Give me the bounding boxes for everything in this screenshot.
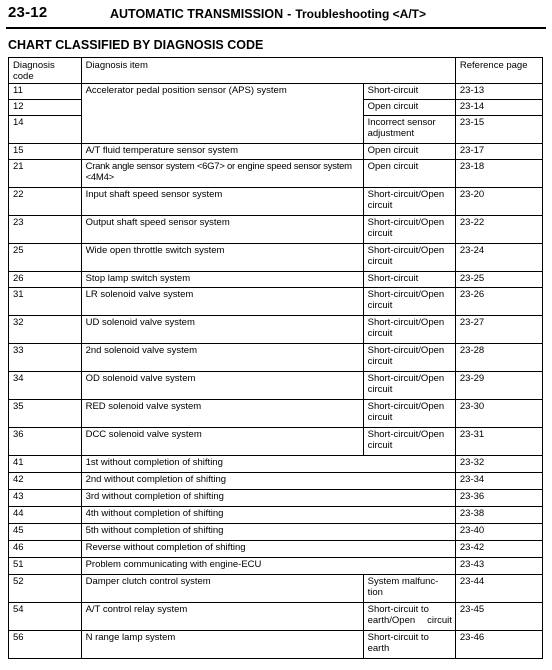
reference-page: 23-22 xyxy=(455,216,542,244)
failure-cause: Short-circuit to earth/Open circuit xyxy=(363,603,455,631)
reference-page: 23-15 xyxy=(455,116,542,144)
diagnosis-code: 42 xyxy=(9,473,82,490)
diagnosis-item: Reverse without completion of shifting xyxy=(81,541,455,558)
diagnosis-code-table xyxy=(8,57,543,659)
reference-page: 23-28 xyxy=(455,344,542,372)
reference-page: 23-20 xyxy=(455,188,542,216)
diagnosis-code: 46 xyxy=(9,541,82,558)
reference-page: 23-45 xyxy=(455,603,542,631)
diagnosis-item: UD solenoid valve system xyxy=(81,316,363,344)
header-reference-page: Reference page xyxy=(455,58,542,84)
reference-page: 23-25 xyxy=(455,272,542,288)
diagnosis-code: 25 xyxy=(9,244,82,272)
diagnosis-code: 54 xyxy=(9,603,82,631)
diagnosis-code: 43 xyxy=(9,490,82,507)
failure-cause: Short-circuit/Open circuit xyxy=(363,288,455,316)
reference-page: 23-32 xyxy=(455,456,542,473)
failure-cause: Short-circuit/Open circuit xyxy=(363,216,455,244)
table-row xyxy=(9,631,543,659)
section-title xyxy=(110,7,426,21)
reference-page: 23-17 xyxy=(455,144,542,160)
diagnosis-item: 4th without completion of shifting xyxy=(81,507,455,524)
table-row xyxy=(9,288,543,316)
table-row xyxy=(9,244,543,272)
diagnosis-code: 26 xyxy=(9,272,82,288)
reference-page: 23-26 xyxy=(455,288,542,316)
table-row xyxy=(9,456,543,473)
diagnosis-item: Output shaft speed sensor system xyxy=(81,216,363,244)
page-header xyxy=(6,4,546,26)
diagnosis-code: 51 xyxy=(9,558,82,575)
reference-page: 23-40 xyxy=(455,524,542,541)
diagnosis-code: 32 xyxy=(9,316,82,344)
diagnosis-code: 14 xyxy=(9,116,82,144)
table-row xyxy=(9,188,543,216)
diagnosis-item: Input shaft speed sensor system xyxy=(81,188,363,216)
table-row xyxy=(9,575,543,603)
failure-cause: Open circuit xyxy=(363,160,455,188)
reference-page: 23-38 xyxy=(455,507,542,524)
reference-page: 23-46 xyxy=(455,631,542,659)
diagnosis-code: 22 xyxy=(9,188,82,216)
diagnosis-item: Crank angle sensor system <6G7> or engine speed sensor system <4M4> xyxy=(81,160,363,188)
table-row xyxy=(9,316,543,344)
failure-cause: Short-circuit/Open circuit xyxy=(363,344,455,372)
diagnosis-code: 35 xyxy=(9,400,82,428)
diagnosis-item: Damper clutch control system xyxy=(81,575,363,603)
reference-page: 23-18 xyxy=(455,160,542,188)
diagnosis-code: 33 xyxy=(9,344,82,372)
table-row xyxy=(9,84,543,100)
reference-page: 23-43 xyxy=(455,558,542,575)
failure-cause: Incorrect sensor adjustment xyxy=(363,116,455,144)
section-title-main: AUTOMATIC TRANSMISSION xyxy=(110,7,284,21)
diagnosis-item: DCC solenoid valve system xyxy=(81,428,363,456)
failure-cause: Short-circuit/Open circuit xyxy=(363,244,455,272)
reference-page: 23-24 xyxy=(455,244,542,272)
diagnosis-item: OD solenoid valve system xyxy=(81,372,363,400)
table-row xyxy=(9,400,543,428)
failure-cause: Short-circuit to earth xyxy=(363,631,455,659)
diagnosis-item: Accelerator pedal position sensor (APS) system xyxy=(81,84,363,144)
failure-cause: Short-circuit/Open circuit xyxy=(363,372,455,400)
table-row xyxy=(9,160,543,188)
header-diagnosis-item: Diagnosis item xyxy=(81,58,455,84)
failure-cause: Open circuit xyxy=(363,100,455,116)
header-diagnosis-code: Diagnosis code xyxy=(9,58,82,84)
diagnosis-item: A/T fluid temperature sensor system xyxy=(81,144,363,160)
diagnosis-code: 44 xyxy=(9,507,82,524)
table-row xyxy=(9,507,543,524)
header-rule xyxy=(6,27,546,29)
table-row xyxy=(9,372,543,400)
table-row xyxy=(9,216,543,244)
diagnosis-code: 34 xyxy=(9,372,82,400)
reference-page: 23-27 xyxy=(455,316,542,344)
table-row xyxy=(9,428,543,456)
diagnosis-code: 12 xyxy=(9,100,82,116)
diagnosis-code: 11 xyxy=(9,84,82,100)
reference-page: 23-30 xyxy=(455,400,542,428)
diagnosis-item: 2nd without completion of shifting xyxy=(81,473,455,490)
table-row xyxy=(9,541,543,558)
section-subtitle: Troubleshooting <A/T> xyxy=(295,7,426,21)
failure-cause: Short-circuit xyxy=(363,84,455,100)
title-separator: - xyxy=(287,7,292,21)
failure-cause: Short-circuit/Open circuit xyxy=(363,316,455,344)
table-row xyxy=(9,490,543,507)
table-row xyxy=(9,524,543,541)
table-row xyxy=(9,272,543,288)
table-row xyxy=(9,603,543,631)
diagnosis-item: 1st without completion of shifting xyxy=(81,456,455,473)
table-row xyxy=(9,344,543,372)
table-row xyxy=(9,144,543,160)
reference-page: 23-44 xyxy=(455,575,542,603)
table-row xyxy=(9,473,543,490)
diagnosis-item: LR solenoid valve system xyxy=(81,288,363,316)
reference-page: 23-42 xyxy=(455,541,542,558)
diagnosis-item: 3rd without completion of shifting xyxy=(81,490,455,507)
diagnosis-code: 52 xyxy=(9,575,82,603)
reference-page: 23-36 xyxy=(455,490,542,507)
diagnosis-code: 56 xyxy=(9,631,82,659)
diagnosis-code: 36 xyxy=(9,428,82,456)
chart-title: CHART CLASSIFIED BY DIAGNOSIS CODE xyxy=(8,38,264,52)
diagnosis-item: Stop lamp switch system xyxy=(81,272,363,288)
reference-page: 23-14 xyxy=(455,100,542,116)
diagnosis-code: 23 xyxy=(9,216,82,244)
reference-page: 23-34 xyxy=(455,473,542,490)
diagnosis-item: RED solenoid valve system xyxy=(81,400,363,428)
diagnosis-item: Problem communicating with engine-ECU xyxy=(81,558,455,575)
diagnosis-code: 31 xyxy=(9,288,82,316)
diagnosis-item: 5th without completion of shifting xyxy=(81,524,455,541)
failure-cause: Short-circuit/Open circuit xyxy=(363,428,455,456)
failure-cause: Short-circuit/Open circuit xyxy=(363,188,455,216)
diagnosis-code: 41 xyxy=(9,456,82,473)
diagnosis-code: 15 xyxy=(9,144,82,160)
reference-page: 23-31 xyxy=(455,428,542,456)
diagnosis-code: 21 xyxy=(9,160,82,188)
diagnosis-item: N range lamp system xyxy=(81,631,363,659)
failure-cause: System malfunc-tion xyxy=(363,575,455,603)
table-row xyxy=(9,558,543,575)
reference-page: 23-29 xyxy=(455,372,542,400)
failure-cause: Open circuit xyxy=(363,144,455,160)
diagnosis-item: Wide open throttle switch system xyxy=(81,244,363,272)
page-number: 23-12 xyxy=(8,4,48,21)
table-header-row xyxy=(9,58,543,84)
diagnosis-item: A/T control relay system xyxy=(81,603,363,631)
reference-page: 23-13 xyxy=(455,84,542,100)
diagnosis-code: 45 xyxy=(9,524,82,541)
failure-cause: Short-circuit xyxy=(363,272,455,288)
failure-cause: Short-circuit/Open circuit xyxy=(363,400,455,428)
diagnosis-item: 2nd solenoid valve system xyxy=(81,344,363,372)
